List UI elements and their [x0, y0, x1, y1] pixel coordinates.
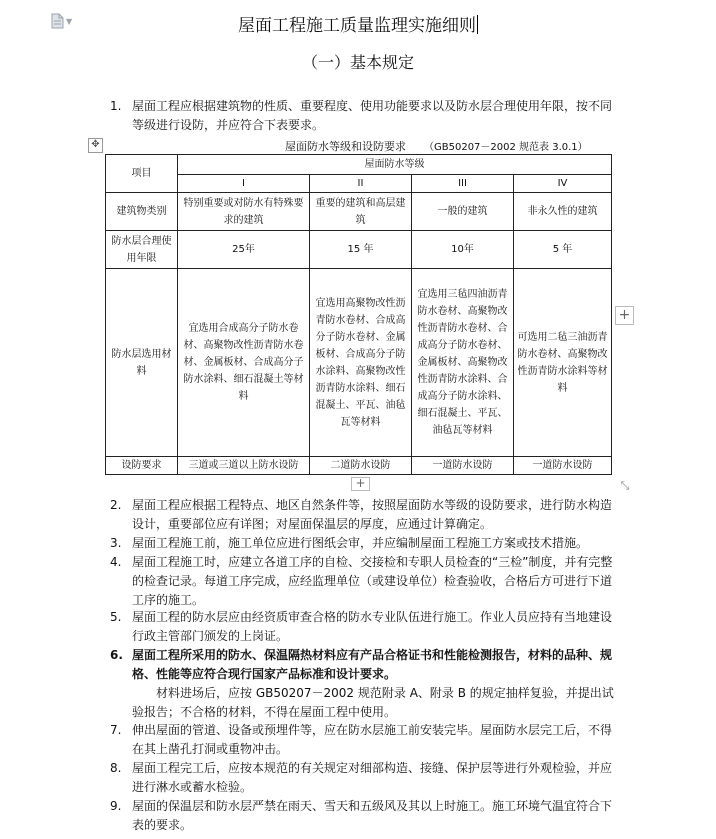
table-row: [106, 193, 612, 231]
waterproof-grade-table: [105, 154, 612, 475]
table-cell: 重要的建筑和高层建筑: [310, 193, 412, 231]
list-text: 屋面工程应根据建筑物的性质、重要程度、使用功能要求以及防水层合理使用年限，按不同等级进行设防，并应符合下表要求。: [132, 99, 613, 132]
text-cursor: [477, 15, 478, 34]
list-item-6-note: [110, 684, 616, 722]
grade-header: II: [310, 175, 412, 193]
table-cell: 一道防水设防: [412, 457, 514, 475]
table-cell: 非永久性的建筑: [514, 193, 612, 231]
list-number: 4.: [110, 555, 122, 569]
table-standard: （GB50207－2002 规范表 3.0.1）: [424, 142, 588, 153]
list-number: 6.: [110, 648, 123, 662]
list-text: 屋面工程的防水层应由经资质审查合格的防水专业队伍进行施工。作业人员应持有当地建设行政主管部门颁发的上岗证。: [132, 610, 613, 643]
doc-title-text: 屋面工程施工质量监理实施细则: [238, 16, 476, 36]
list-item-4: [110, 553, 616, 610]
table-cell: 宜选用高聚物改性沥青防水卷材、合成高分子防水卷材、金属板材、合成高分子防水涂料、高聚物改性沥青防水涂料、细石混凝土、平瓦、油毡瓦等材料: [310, 269, 412, 457]
section-heading: （一）基本规定: [301, 53, 414, 72]
table-cell: 25年: [178, 231, 310, 269]
list-number: 9.: [110, 799, 122, 813]
row-label: 防水层合理使用年限: [106, 231, 178, 269]
list-item-3: [110, 534, 616, 553]
list-number: 3.: [110, 536, 122, 550]
list-text: 材料进场后，应按 GB50207－2002 规范附录 A、附录 B 的规定抽样复验，并提出试验报告；不合格的材料，不得在屋面工程中使用。: [132, 686, 614, 719]
table-cell: 宜选用合成高分子防水卷材、高聚物改性沥青防水卷材、金属板材、合成高分子防水涂料、细石混凝土等材料: [178, 269, 310, 457]
header-group: 屋面防水等级: [178, 155, 612, 175]
table-cell: 三道或三道以上防水设防: [178, 457, 310, 475]
list-text: 伸出屋面的管道、设备或预埋件等，应在防水层施工前安装完毕。屋面防水层完工后，不得在其上凿孔打洞或重物冲击。: [132, 723, 613, 756]
table-caption-text: 屋面防水等级和设防要求: [285, 140, 406, 153]
list-text: 屋面工程应根据工程特点、地区自然条件等，按照屋面防水等级的设防要求，进行防水构造设计，重要部位应有详图；对屋面保温层的厚度，应通过计算确定。: [132, 498, 613, 531]
add-column-button[interactable]: +: [615, 306, 634, 325]
row-label: 建筑物类别: [106, 193, 178, 231]
add-row-button[interactable]: +: [351, 477, 370, 491]
table-cell: 特别重要或对防水有特殊要求的建筑: [178, 193, 310, 231]
table-cell: 15 年: [310, 231, 412, 269]
grade-header: IV: [514, 175, 612, 193]
table-cell: 二道防水设防: [310, 457, 412, 475]
table-caption: [285, 138, 588, 154]
list-item-7: [110, 721, 616, 759]
list-item-1: [110, 97, 616, 135]
list-number: 5.: [110, 610, 122, 624]
list-text: 屋面工程所采用的防水、保温隔热材料应有产品合格证书和性能检测报告，材料的品种、规格、性能等应符合现行国家产品标准和设计要求。: [132, 648, 613, 681]
table-cell: 可选用二毡三油沥青防水卷材、高聚物改性沥青防水涂料等材料: [514, 269, 612, 457]
doc-title[interactable]: [0, 11, 716, 36]
header-item: 项目: [106, 155, 178, 193]
table-cell: 10年: [412, 231, 514, 269]
table-row: [106, 457, 612, 475]
table-row: [106, 269, 612, 457]
list-item-6: [110, 646, 616, 684]
row-label: 防水层选用材料: [106, 269, 178, 457]
table-cell: 宜选用三毡四油沥青防水卷材、高聚物改性沥青防水卷材、合成高分子防水卷材、金属板材、高聚物改性沥青防水涂料、合成高分子防水涂料、细石混凝土、平瓦、油毡瓦等材料: [412, 269, 514, 457]
table-cell: 一道防水设防: [514, 457, 612, 475]
list-text: 屋面工程完工后，应按本规范的有关规定对细部构造、接缝、保护层等进行外观检验，并应进行淋水或蓄水检验。: [132, 761, 613, 794]
list-number: 8.: [110, 761, 122, 775]
list-text: 屋面工程施工前，施工单位应进行图纸会审，并应编制屋面工程施工方案或技术措施。: [132, 536, 589, 550]
move-icon[interactable]: ✥: [88, 138, 103, 153]
table-cell: 一般的建筑: [412, 193, 514, 231]
list-text: 屋面的保温层和防水层严禁在雨天、雪天和五级风及其以上时施工。施工环境气温宜符合下表的要求。: [132, 799, 613, 832]
list-number: 7.: [110, 723, 122, 737]
table-row: [106, 231, 612, 269]
table-cell: 5 年: [514, 231, 612, 269]
list-item-9: [110, 797, 616, 835]
resize-icon[interactable]: ⤡: [620, 479, 630, 492]
list-text: 屋面工程施工时，应建立各道工序的自检、交接检和专职人员检查的“三检”制度，并有完整的检查记录。每道工序完成，应经监理单位（或建设单位）检查验收，合格后方可进行下道工序的施工。: [132, 555, 613, 607]
list-item-5: [110, 608, 616, 646]
list-number: 2.: [110, 498, 122, 512]
row-label: 设防要求: [106, 457, 178, 475]
grade-header: III: [412, 175, 514, 193]
list-item-2: [110, 496, 616, 534]
chevron-down-icon[interactable]: ▼: [66, 17, 73, 26]
grade-header: I: [178, 175, 310, 193]
list-number: 1.: [110, 99, 122, 113]
list-item-8: [110, 759, 616, 797]
